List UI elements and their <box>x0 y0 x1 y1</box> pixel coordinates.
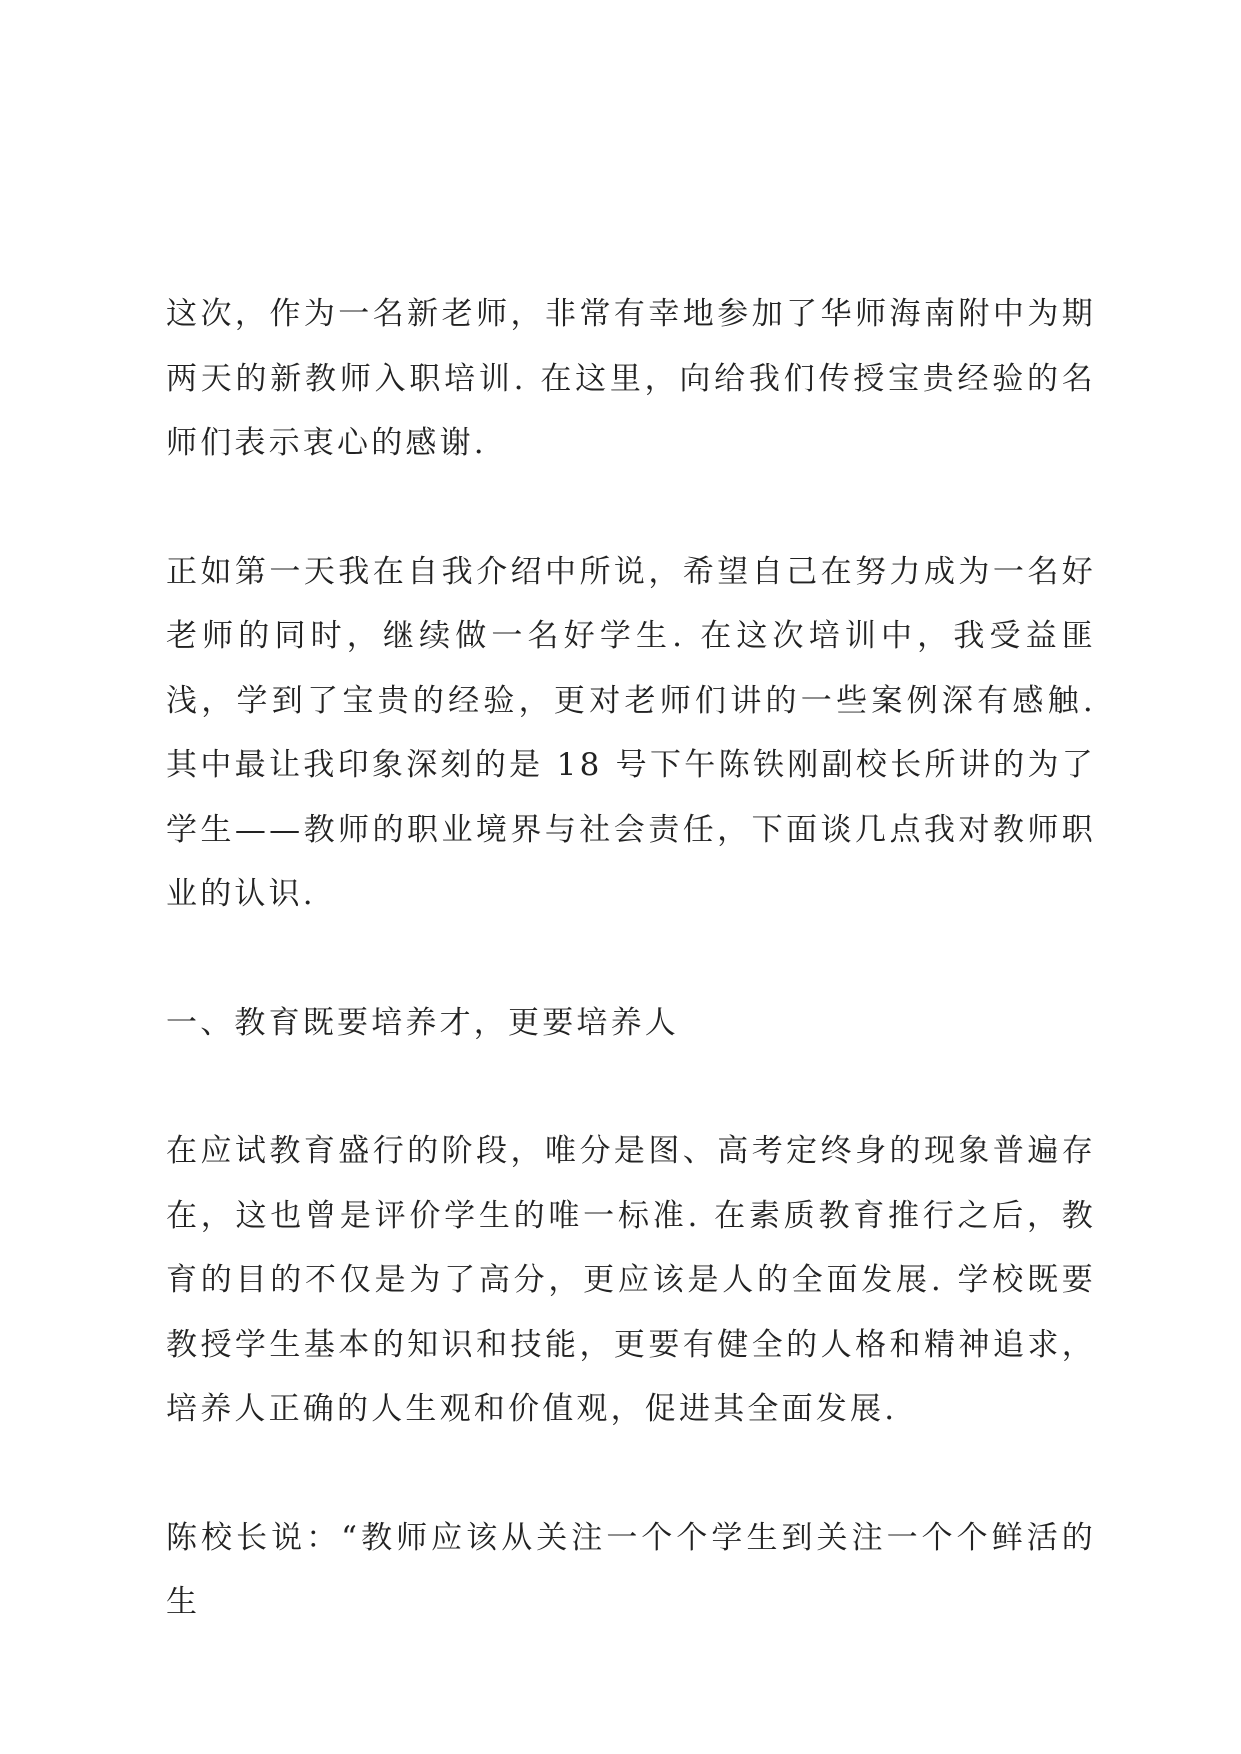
document-body <box>166 282 1096 1635</box>
section-heading: 一、教育既要培养才，更要培养人 <box>166 1004 679 1041</box>
intro-paragraph: 这次，作为一名新老师，非常有幸地参加了华师海南附中为期两天的新教师入职培训. 在这里，向给我们传授宝贵经验的名师们表示衷心的感谢. <box>166 296 1096 461</box>
reflection-paragraph: 正如第一天我在自我介绍中所说，希望自己在努力成为一名好老师的同时，继续做一名好学生. 在这次培训中，我受益匪浅，学到了宝贵的经验，更对老师们讲的一些案例深有感触. 其中最让我印象深刻的是 18 号下午陈铁刚副校长所讲的为了学生——教师的职业境界与社会责任，下面谈几点我对教师职业的认识. <box>166 553 1096 912</box>
education-paragraph: 在应试教育盛行的阶段，唯分是图、高考定终身的现象普遍存在，这也曾是评价学生的唯一标准. 在素质教育推行之后，教育的目的不仅是为了高分，更应该是人的全面发展. 学校既要教授学生基本的知识和技能，更要有健全的人格和精神追求，培养人正确的人生观和价值观，促进其全面发展. <box>166 1133 1096 1427</box>
quote-paragraph: 陈校长说：“教师应该从关注一个个学生到关注一个个鲜活的生 <box>166 1519 1096 1620</box>
